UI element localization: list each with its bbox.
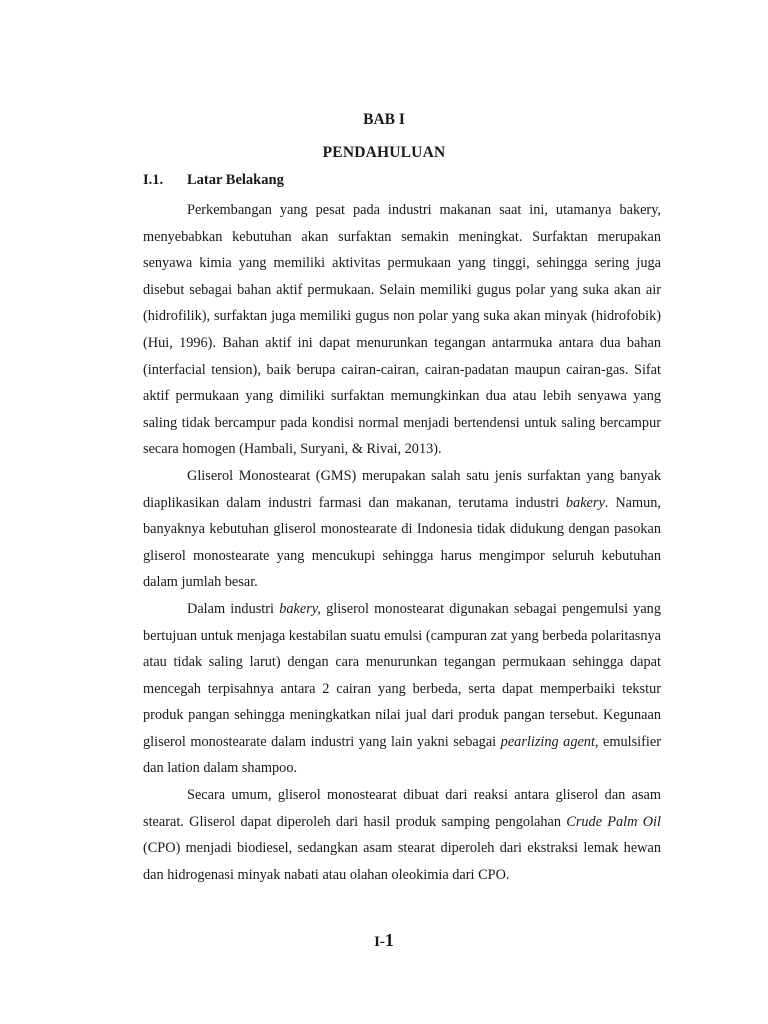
section-number: I.1.: [143, 172, 164, 188]
paragraph-4: [143, 782, 661, 888]
paragraph-2-text-b: . Namun, banyaknya kebutuhan gliserol monostearate di Indonesia tidak didukung dengan pasokan gliserol monostearate yang mencukupi sehingga harus mengimpor seluruh kebutuhan dalam jumlah besar.: [143, 494, 661, 591]
paragraph-4-text-a: Secara umum, gliserol monostearat dibuat dari reaksi antara gliserol dan asam stearat. Gliserol dapat diperoleh dari hasil produk samping pengolahan: [143, 787, 661, 830]
paragraph-4-text-b: (CPO) menjadi biodiesel, sedangkan asam stearat diperoleh dari ekstraksi lemak hewan dan hidrogenasi minyak nabati atau olahan oleokimia dari CPO.: [143, 840, 661, 883]
paragraph-2: [143, 463, 661, 596]
body-text: [143, 197, 661, 888]
paragraph-3-text-a: Dalam industri: [187, 600, 280, 617]
page-number-prefix: I-: [374, 934, 385, 950]
paragraph-3-text-c: , emulsifier dan lation dalam shampoo.: [143, 733, 661, 777]
paragraph-1: Perkembangan yang pesat pada industri makanan saat ini, utamanya bakery, menyebabkan kebutuhan akan surfaktan semakin meningkat. Surfaktan merupakan senyawa kimia yang memiliki aktivitas permukaan yang tinggi, sehingga sering juga disebut sebagai bahan aktif permukaan. Selain memiliki gugus polar yang suka akan air (hidrofilik), surfaktan juga memiliki gugus non polar yang suka akan minyak (hidrofobik) (Hui, 1996). Bahan aktif ini dapat menurunkan tegangan antarmuka antara dua bahan (interfacial tension), baik berupa cairan-cairan, cairan-padatan maupun cairan-gas. Sifat aktif permukaan yang dimiliki surfaktan memungkinkan dua atau lebih senyawa yang saling tidak bercampur pada kondisi normal menjadi bertendensi untuk saling bercampur secara homogen (Hambali, Suryani, & Rivai, 2013).: [143, 202, 661, 458]
paragraph-3: [143, 596, 661, 782]
page-number: [0, 930, 768, 951]
paragraph-2-italic-bakery: bakery: [565, 494, 605, 511]
paragraph-3-italic-bakery: bakery,: [279, 600, 321, 617]
chapter-title: PENDAHULUAN: [322, 144, 446, 161]
section-heading: [143, 172, 284, 189]
paragraph-3-text-b: gliserol monostearat digunakan sebagai pengemulsi yang bertujuan untuk menjaga kestabilan suatu emulsi (campuran zat yang berbeda polaritasnya atau tidak saling larut) dengan cara menurunkan tegangan permukaan sehingga dapat mencegah terpisahnya antara 2 cairan yang berbeda, serta dapat memperbaiki tekstur produk pangan sehingga meningkatkan nilai jual dari produk pangan tersebut. Kegunaan gliserol monostearate dalam industri yang lain yakni sebagai: [143, 600, 661, 750]
paragraph-3-italic-pearlizing-agent: pearlizing agent: [500, 733, 595, 750]
paragraph-2-text-a: Gliserol Monostearat (GMS) merupakan salah satu jenis surfaktan yang banyak diaplikasikan dalam industri farmasi dan makanan, terutama industri: [143, 467, 661, 511]
section-title: Latar Belakang: [187, 172, 284, 188]
page-number-value: 1: [384, 930, 394, 950]
chapter-number: BAB I: [363, 111, 405, 128]
paragraph-4-italic-crude-palm-oil: Crude Palm Oil: [566, 813, 662, 830]
